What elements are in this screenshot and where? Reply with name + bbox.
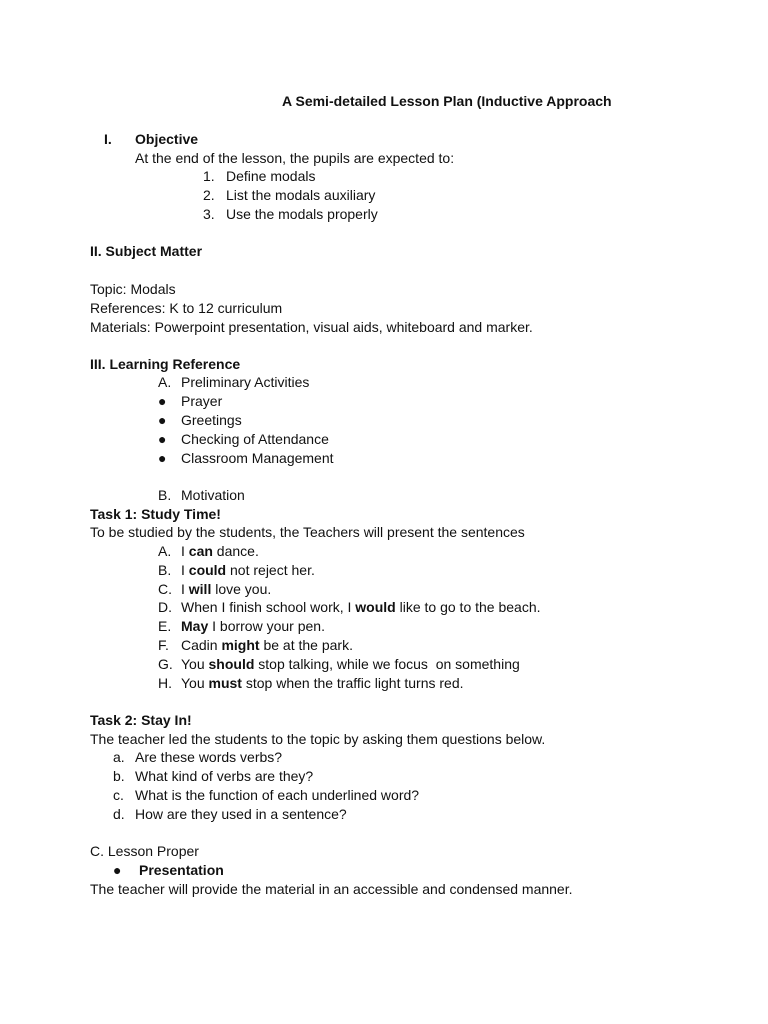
bullet-icon: ● [158, 393, 167, 409]
sentence-pre: You [181, 675, 209, 691]
sentence-post: not reject her. [226, 562, 315, 578]
objective-item [203, 168, 316, 184]
bullet-icon: ● [113, 862, 122, 878]
sentence-item [158, 599, 541, 615]
sentence-post: love you. [211, 581, 272, 597]
list-marker: d. [113, 806, 125, 822]
materials-line: Materials: Powerpoint presentation, visual aids, whiteboard and marker. [90, 319, 533, 335]
bullet-text: Classroom Management [181, 450, 334, 466]
references-line: References: K to 12 curriculum [90, 300, 283, 316]
section-heading-objective: Objective [135, 131, 199, 147]
list-marker: F. [158, 637, 169, 653]
section-heading-learning-reference: III. Learning Reference [90, 356, 241, 372]
sentence-item [158, 562, 315, 578]
bullet-icon: ● [158, 412, 167, 428]
modal-word: would [355, 599, 396, 615]
list-marker: A. [158, 543, 172, 559]
list-marker: B. [158, 562, 172, 578]
modal-word: could [188, 562, 227, 578]
section-heading-subject-matter: II. Subject Matter [90, 243, 203, 259]
sentence-post: dance. [212, 543, 259, 559]
sentence-pre: When I finish school work, I [181, 599, 356, 615]
sentence-pre: I [181, 581, 189, 597]
bullet-text: Checking of Attendance [181, 431, 329, 447]
sentence-post: stop talking, while we focus on something [254, 656, 520, 672]
bullet-text: Greetings [181, 412, 242, 428]
question-item [113, 787, 419, 803]
sentence-post: be at the park. [259, 637, 353, 653]
sentence-item [158, 543, 259, 559]
sentence-pre: I [181, 562, 189, 578]
task2-heading: Task 2: Stay In! [90, 712, 192, 728]
sentence-item [158, 637, 353, 653]
list-marker: 1. [203, 168, 215, 184]
bullet-item [158, 431, 329, 447]
presentation-description: The teacher will provide the material in an accessible and condensed manner. [90, 881, 573, 897]
objective-item [203, 206, 378, 222]
question-text: Are these words verbs? [135, 749, 283, 765]
question-item [113, 806, 347, 822]
list-marker: b. [113, 768, 125, 784]
sentence-item [158, 581, 271, 597]
motivation-item [158, 487, 245, 503]
question-item [113, 749, 282, 765]
list-item-text: Define modals [226, 168, 316, 184]
sentence-pre: I [181, 543, 189, 559]
presentation-label: Presentation [139, 862, 224, 878]
list-marker: H. [158, 675, 172, 691]
list-marker: A. [158, 374, 172, 390]
modal-word: might [221, 637, 260, 653]
sentence-item [158, 656, 520, 672]
modal-word: will [188, 581, 212, 597]
bullet-item [158, 393, 222, 409]
list-marker: a. [113, 749, 125, 765]
list-item-text: List the modals auxiliary [226, 187, 376, 203]
objective-item [203, 187, 375, 203]
question-text: What kind of verbs are they? [135, 768, 314, 784]
sentence-post: stop when the traffic light turns red. [241, 675, 464, 691]
list-marker: 2. [203, 187, 215, 203]
objective-intro: At the end of the lesson, the pupils are expected to: [135, 150, 455, 166]
list-marker: C. [158, 581, 172, 597]
list-marker: 3. [203, 206, 215, 222]
bullet-text: Prayer [181, 393, 223, 409]
modal-word: May [181, 618, 209, 634]
list-marker: E. [158, 618, 172, 634]
presentation-item [113, 862, 224, 878]
sentence-pre: You [181, 656, 209, 672]
list-item-text: Preliminary Activities [181, 374, 310, 390]
lesson-proper-heading: C. Lesson Proper [90, 843, 199, 859]
bullet-icon: ● [158, 450, 167, 466]
sentence-pre: Cadin [181, 637, 222, 653]
modal-word: should [208, 656, 255, 672]
question-text: What is the function of each underlined word? [135, 787, 420, 803]
task1-intro: To be studied by the students, the Teachers will present the sentences [90, 524, 525, 540]
bullet-item [158, 450, 334, 466]
sentence-item [158, 618, 325, 634]
preliminary-activities-item [158, 374, 309, 390]
list-marker: B. [158, 487, 172, 503]
bullet-icon: ● [158, 431, 167, 447]
list-item-text: Motivation [181, 487, 245, 503]
topic-line: Topic: Modals [90, 281, 176, 297]
question-item [113, 768, 313, 784]
task1-heading: Task 1: Study Time! [90, 506, 221, 522]
list-item-text: Use the modals properly [226, 206, 378, 222]
task2-intro: The teacher led the students to the topic by asking them questions below. [90, 731, 546, 747]
question-text: How are they used in a sentence? [135, 806, 347, 822]
page-title: A Semi-detailed Lesson Plan (Inductive Approach [282, 93, 612, 109]
section-number-objective: I. [104, 131, 112, 147]
modal-word: can [188, 543, 213, 559]
sentence-post: I borrow your pen. [208, 618, 325, 634]
bullet-item [158, 412, 242, 428]
list-marker: c. [113, 787, 124, 803]
modal-word: must [208, 675, 242, 691]
sentence-post: like to go to the beach. [395, 599, 541, 615]
list-marker: G. [158, 656, 173, 672]
sentence-item [158, 675, 464, 691]
list-marker: D. [158, 599, 172, 615]
